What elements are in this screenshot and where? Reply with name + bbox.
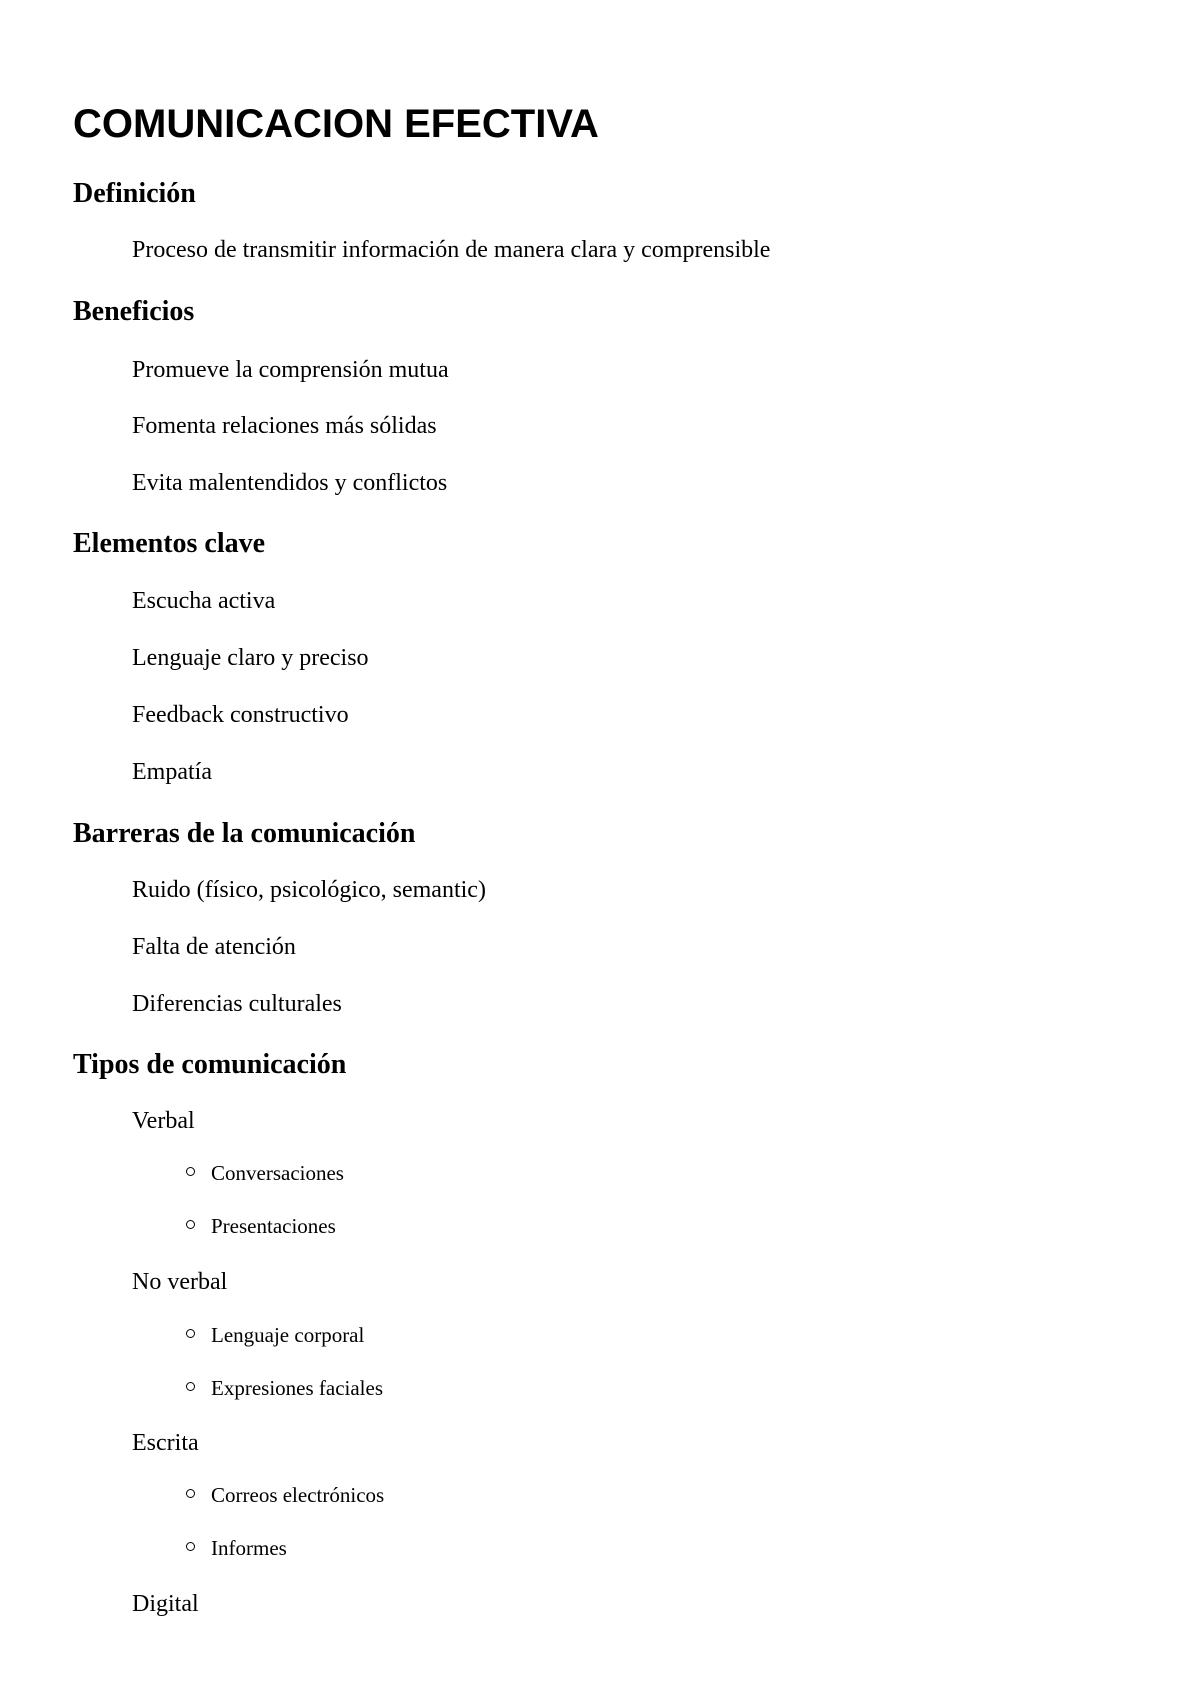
list-item: Feedback constructivo (132, 702, 349, 728)
circle-bullet-icon (186, 1489, 195, 1498)
list-item: Falta de atención (132, 934, 296, 960)
list-item: Lenguaje claro y preciso (132, 645, 369, 671)
circle-bullet-icon (186, 1167, 195, 1176)
sub-list-item-text: Presentaciones (211, 1214, 336, 1238)
list-item: Ruido (físico, psicológico, semantic) (132, 877, 486, 903)
document-title: COMUNICACION EFECTIVA (73, 102, 599, 146)
sub-list-item-text: Conversaciones (211, 1161, 344, 1185)
sub-list-item (73, 1538, 287, 1559)
sub-list-item-text: Expresiones faciales (211, 1376, 384, 1400)
sub-list-item (73, 1485, 384, 1506)
sub-list-item-text: Informes (211, 1536, 287, 1560)
sub-list-item (73, 1216, 336, 1237)
sub-list-item (73, 1325, 364, 1346)
list-item: Promueve la comprensión mutua (132, 357, 449, 383)
group-label-no-verbal: No verbal (132, 1269, 228, 1295)
list-item: Escucha activa (132, 588, 276, 614)
circle-bullet-icon (186, 1329, 195, 1338)
list-item: Empatía (132, 759, 212, 785)
section-heading-elementos-clave: Elementos clave (73, 528, 266, 559)
section-heading-tipos: Tipos de comunicación (73, 1049, 347, 1080)
sub-list-item (73, 1163, 344, 1184)
section-heading-beneficios: Beneficios (73, 296, 195, 327)
sub-list-item-text: Lenguaje corporal (211, 1323, 365, 1347)
circle-bullet-icon (186, 1382, 195, 1391)
list-item: Evita malentendidos y conflictos (132, 470, 448, 496)
section-heading-barreras: Barreras de la comunicación (73, 818, 416, 849)
circle-bullet-icon (186, 1542, 195, 1551)
list-item: Diferencias culturales (132, 991, 342, 1017)
list-item: Proceso de transmitir información de manera clara y comprensible (132, 237, 771, 263)
sub-list-item-text: Correos electrónicos (211, 1483, 385, 1507)
sub-list-item (73, 1378, 383, 1399)
section-heading-definicion: Definición (73, 178, 196, 209)
group-label-verbal: Verbal (132, 1108, 195, 1134)
circle-bullet-icon (186, 1220, 195, 1229)
group-label-digital: Digital (132, 1591, 199, 1617)
group-label-escrita: Escrita (132, 1430, 199, 1456)
list-item: Fomenta relaciones más sólidas (132, 413, 437, 439)
